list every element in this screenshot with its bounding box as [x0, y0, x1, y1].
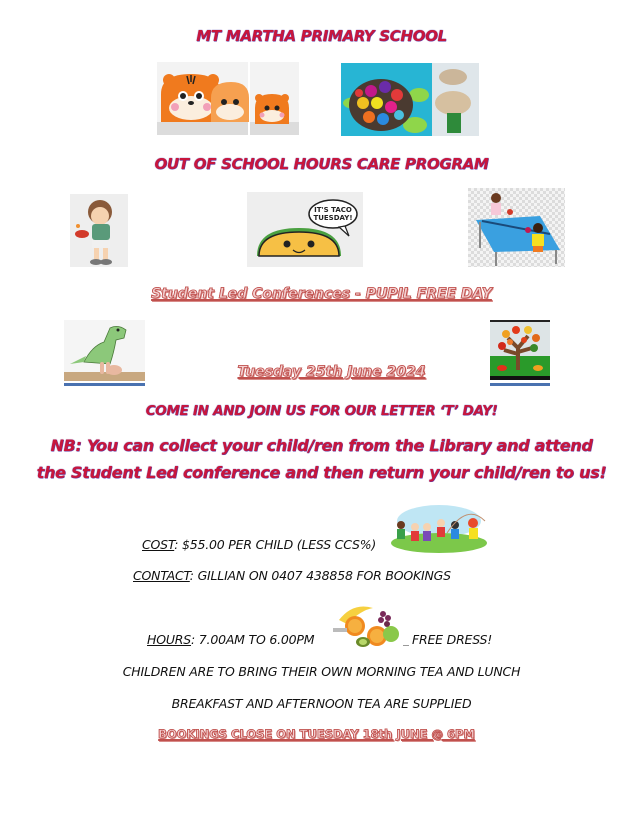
table-tennis-kids-image	[468, 188, 565, 267]
contact-label: CONTACT	[133, 568, 190, 583]
svg-text:IT'S TACO: IT'S TACO	[314, 206, 352, 214]
fruit-icon	[333, 600, 403, 650]
program-title-heading: OUT OF SCHOOL HOURS CARE PROGRAM	[154, 155, 489, 173]
children-icon	[387, 503, 490, 553]
bookings-close-notice: BOOKINGS CLOSE ON TUESDAY 18th JUNE @ 6PM	[158, 727, 475, 741]
trex-underline-divider	[64, 383, 145, 386]
svg-text:TUESDAY!: TUESDAY!	[313, 214, 353, 222]
turtle-icon	[341, 63, 479, 136]
event-date: Tuesday 25th June 2024	[237, 364, 426, 380]
food-line-1: CHILDREN ARE TO BRING THEIR OWN MORNING TEA AND LUNCH	[122, 664, 521, 679]
contact-value: : GILLIAN ON 0407 438858 FOR BOOKINGS	[189, 568, 451, 583]
ping-pong-table-icon	[468, 188, 565, 267]
taco-tuesday-image	[247, 192, 363, 267]
cost-label: COST	[142, 537, 175, 552]
fruit-image	[333, 600, 403, 650]
tree-craft-image	[490, 320, 550, 380]
turtle-crafts-image	[341, 63, 479, 136]
boy-paddle-icon	[70, 194, 128, 267]
tree-underline-divider	[490, 383, 550, 386]
tiger-icon	[157, 62, 299, 135]
contact-line	[133, 568, 451, 583]
free-dress-text: FREE DRESS!	[412, 632, 493, 647]
table-tennis-boy-image	[70, 194, 128, 267]
hours-line	[147, 632, 314, 647]
cost-line	[142, 537, 376, 552]
children-playing-image	[387, 503, 490, 553]
invitation-text: COME IN AND JOIN US FOR OUR LETTER ‘T’ DAY!	[145, 403, 498, 419]
tiger-masks-image	[157, 62, 299, 135]
fruit-underscore	[403, 645, 409, 646]
hours-label: HOURS	[147, 632, 192, 647]
hours-value: : 7.00AM TO 6.00PM	[191, 632, 315, 647]
note-line-2: the Student Led conference and then return your child/ren to us!	[36, 463, 607, 482]
taco-icon	[247, 192, 363, 267]
cost-value: : $55.00 PER CHILD (LESS CCS%)	[174, 537, 377, 552]
note-line-1: NB: You can collect your child/ren from the Library and attend	[50, 436, 593, 455]
food-line-2: BREAKFAST AND AFTERNOON TEA ARE SUPPLIED	[171, 696, 472, 711]
school-name-heading: MT MARTHA PRIMARY SCHOOL	[196, 27, 447, 45]
event-title: Student Led Conferences - PUPIL FREE DAY	[151, 286, 492, 302]
autumn-tree-icon	[490, 320, 550, 380]
